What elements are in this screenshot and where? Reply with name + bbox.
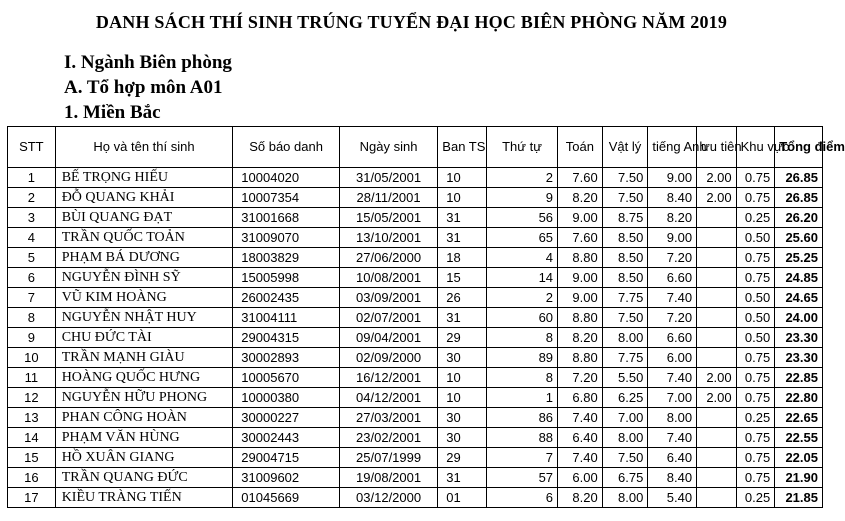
total-cell: 23.30	[775, 328, 823, 348]
order-cell: 56	[487, 208, 558, 228]
math-cell: 7.60	[558, 228, 603, 248]
order-cell: 88	[487, 428, 558, 448]
name-cell: KIỀU TRÀNG TIẾN	[55, 488, 233, 508]
region-cell: 0.75	[736, 348, 775, 368]
stt-cell: 3	[8, 208, 56, 228]
name-cell: VŨ KIM HOÀNG	[55, 288, 233, 308]
math-cell: 9.00	[558, 288, 603, 308]
priority-cell	[697, 348, 737, 368]
total-cell: 24.85	[775, 268, 823, 288]
sbd-cell: 10004020	[233, 168, 340, 188]
table-row	[8, 288, 823, 308]
order-cell: 65	[487, 228, 558, 248]
stt-cell: 5	[8, 248, 56, 268]
priority-cell: 2.00	[697, 188, 737, 208]
physics-cell: 7.50	[602, 188, 648, 208]
priority-cell: 2.00	[697, 388, 737, 408]
stt-cell: 2	[8, 188, 56, 208]
physics-cell: 8.50	[602, 268, 648, 288]
order-cell: 1	[487, 388, 558, 408]
physics-cell: 7.00	[602, 408, 648, 428]
math-cell: 8.20	[558, 188, 603, 208]
region-cell: 0.75	[736, 168, 775, 188]
stt-cell: 13	[8, 408, 56, 428]
table-row	[8, 328, 823, 348]
total-cell: 23.30	[775, 348, 823, 368]
table-row	[8, 448, 823, 468]
physics-cell: 8.75	[602, 208, 648, 228]
physics-cell: 6.25	[602, 388, 648, 408]
physics-cell: 8.00	[602, 428, 648, 448]
order-cell: 9	[487, 188, 558, 208]
dob-cell: 13/10/2001	[339, 228, 437, 248]
total-cell: 22.80	[775, 388, 823, 408]
region-cell: 0.75	[736, 248, 775, 268]
table-row	[8, 308, 823, 328]
sbd-cell: 30002443	[233, 428, 340, 448]
sbd-cell: 18003829	[233, 248, 340, 268]
order-cell: 57	[487, 468, 558, 488]
sbd-cell: 01045669	[233, 488, 340, 508]
stt-cell: 11	[8, 368, 56, 388]
physics-cell: 8.50	[602, 228, 648, 248]
name-cell: BẾ TRỌNG HIẾU	[55, 168, 233, 188]
ban-ts-cell: 31	[438, 228, 487, 248]
order-cell: 6	[487, 488, 558, 508]
total-cell: 22.55	[775, 428, 823, 448]
region-cell: 0.25	[736, 208, 775, 228]
priority-cell	[697, 448, 737, 468]
english-cell: 7.00	[648, 388, 697, 408]
total-cell: 26.20	[775, 208, 823, 228]
physics-cell: 6.75	[602, 468, 648, 488]
total-cell: 21.85	[775, 488, 823, 508]
table-row	[8, 248, 823, 268]
math-cell: 8.80	[558, 348, 603, 368]
english-cell: 6.60	[648, 268, 697, 288]
stt-cell: 1	[8, 168, 56, 188]
english-cell: 9.00	[648, 228, 697, 248]
stt-cell: 4	[8, 228, 56, 248]
english-cell: 6.60	[648, 328, 697, 348]
dob-cell: 27/06/2000	[339, 248, 437, 268]
priority-cell	[697, 468, 737, 488]
math-cell: 6.40	[558, 428, 603, 448]
dob-cell: 04/12/2001	[339, 388, 437, 408]
priority-cell	[697, 288, 737, 308]
math-cell: 9.00	[558, 208, 603, 228]
physics-cell: 7.75	[602, 348, 648, 368]
stt-cell: 15	[8, 448, 56, 468]
physics-cell: 8.00	[602, 488, 648, 508]
header-physics: Vật lý	[602, 127, 648, 168]
sbd-cell: 30000227	[233, 408, 340, 428]
priority-cell	[697, 408, 737, 428]
math-cell: 9.00	[558, 268, 603, 288]
english-cell: 7.20	[648, 248, 697, 268]
physics-cell: 7.75	[602, 288, 648, 308]
table-row	[8, 168, 823, 188]
table-row	[8, 188, 823, 208]
priority-cell	[697, 328, 737, 348]
region-cell: 0.75	[736, 448, 775, 468]
dob-cell: 31/05/2001	[339, 168, 437, 188]
sbd-cell: 31009070	[233, 228, 340, 248]
english-cell: 7.40	[648, 288, 697, 308]
stt-cell: 14	[8, 428, 56, 448]
region-cell: 0.75	[736, 188, 775, 208]
order-cell: 7	[487, 448, 558, 468]
header-math: Toán	[558, 127, 603, 168]
name-cell: BÙI QUANG ĐẠT	[55, 208, 233, 228]
name-cell: ĐỖ QUANG KHẢI	[55, 188, 233, 208]
region-cell: 0.50	[736, 328, 775, 348]
total-cell: 24.65	[775, 288, 823, 308]
math-cell: 6.80	[558, 388, 603, 408]
dob-cell: 27/03/2001	[339, 408, 437, 428]
total-cell: 22.65	[775, 408, 823, 428]
table-row	[8, 488, 823, 508]
stt-cell: 12	[8, 388, 56, 408]
header-region: Khu vực	[736, 127, 775, 168]
region-cell: 0.75	[736, 428, 775, 448]
math-cell: 7.60	[558, 168, 603, 188]
sbd-cell: 26002435	[233, 288, 340, 308]
ban-ts-cell: 30	[438, 348, 487, 368]
physics-cell: 8.00	[602, 328, 648, 348]
ban-ts-cell: 31	[438, 208, 487, 228]
region-cell: 0.75	[736, 368, 775, 388]
dob-cell: 16/12/2001	[339, 368, 437, 388]
dob-cell: 02/07/2001	[339, 308, 437, 328]
ban-ts-cell: 31	[438, 308, 487, 328]
sbd-cell: 10007354	[233, 188, 340, 208]
header-dob: Ngày sinh	[339, 127, 437, 168]
english-cell: 7.40	[648, 428, 697, 448]
sbd-cell: 10005670	[233, 368, 340, 388]
ban-ts-cell: 15	[438, 268, 487, 288]
english-cell: 8.40	[648, 468, 697, 488]
table-row	[8, 268, 823, 288]
ban-ts-cell: 30	[438, 408, 487, 428]
ban-ts-cell: 26	[438, 288, 487, 308]
total-cell: 25.25	[775, 248, 823, 268]
table-row	[8, 388, 823, 408]
sbd-cell: 31001668	[233, 208, 340, 228]
math-cell: 7.40	[558, 408, 603, 428]
table-row	[8, 228, 823, 248]
sbd-cell: 30002893	[233, 348, 340, 368]
header-sbd: Số báo danh	[233, 127, 340, 168]
order-cell: 8	[487, 368, 558, 388]
header-order: Thứ tự	[487, 127, 558, 168]
order-cell: 4	[487, 248, 558, 268]
section-heading: I. Ngành Biên phòng	[64, 52, 232, 73]
priority-cell	[697, 308, 737, 328]
admission-table	[7, 126, 845, 508]
region-cell: 0.75	[736, 468, 775, 488]
region-cell: 0.50	[736, 288, 775, 308]
name-cell: TRẦN QUANG ĐỨC	[55, 468, 233, 488]
ban-ts-cell: 30	[438, 428, 487, 448]
math-cell: 7.40	[558, 448, 603, 468]
sbd-cell: 31004111	[233, 308, 340, 328]
ban-ts-cell: 10	[438, 188, 487, 208]
total-cell: 22.85	[775, 368, 823, 388]
header-priority: ưu tiên	[697, 127, 737, 168]
order-cell: 86	[487, 408, 558, 428]
sbd-cell: 29004715	[233, 448, 340, 468]
total-cell: 25.60	[775, 228, 823, 248]
ban-ts-cell: 10	[438, 168, 487, 188]
english-cell: 8.00	[648, 408, 697, 428]
name-cell: PHẠM BÁ DƯƠNG	[55, 248, 233, 268]
order-cell: 2	[487, 288, 558, 308]
dob-cell: 19/08/2001	[339, 468, 437, 488]
stt-cell: 7	[8, 288, 56, 308]
total-cell: 26.85	[775, 188, 823, 208]
priority-cell	[697, 268, 737, 288]
order-cell: 89	[487, 348, 558, 368]
priority-cell: 2.00	[697, 168, 737, 188]
ban-ts-cell: 18	[438, 248, 487, 268]
priority-cell	[697, 488, 737, 508]
region-cell: 0.25	[736, 408, 775, 428]
english-cell: 7.40	[648, 368, 697, 388]
table-row	[8, 428, 823, 448]
region-cell: 0.50	[736, 308, 775, 328]
physics-cell: 7.50	[602, 168, 648, 188]
sbd-cell: 29004315	[233, 328, 340, 348]
name-cell: HOÀNG QUỐC HƯNG	[55, 368, 233, 388]
table-row	[8, 468, 823, 488]
priority-cell	[697, 428, 737, 448]
stt-cell: 9	[8, 328, 56, 348]
table-header-row	[8, 127, 823, 168]
physics-cell: 7.50	[602, 308, 648, 328]
name-cell: HỒ XUÂN GIANG	[55, 448, 233, 468]
order-cell: 2	[487, 168, 558, 188]
physics-cell: 8.50	[602, 248, 648, 268]
english-cell: 7.20	[648, 308, 697, 328]
dob-cell: 23/02/2001	[339, 428, 437, 448]
sbd-cell: 31009602	[233, 468, 340, 488]
stt-cell: 6	[8, 268, 56, 288]
math-cell: 8.20	[558, 488, 603, 508]
stt-cell: 16	[8, 468, 56, 488]
math-cell: 6.00	[558, 468, 603, 488]
english-cell: 8.40	[648, 188, 697, 208]
priority-cell	[697, 228, 737, 248]
header-total: Tổng điểm	[775, 127, 823, 168]
name-cell: PHAN CÔNG HOÀN	[55, 408, 233, 428]
region-cell: 0.50	[736, 228, 775, 248]
stt-cell: 17	[8, 488, 56, 508]
physics-cell: 5.50	[602, 368, 648, 388]
header-name: Họ và tên thí sinh	[55, 127, 233, 168]
english-cell: 9.00	[648, 168, 697, 188]
subsection-heading: A. Tổ hợp môn A01	[64, 77, 223, 98]
dob-cell: 15/05/2001	[339, 208, 437, 228]
name-cell: TRẦN MẠNH GIÀU	[55, 348, 233, 368]
dob-cell: 03/09/2001	[339, 288, 437, 308]
dob-cell: 10/08/2001	[339, 268, 437, 288]
total-cell: 26.85	[775, 168, 823, 188]
ban-ts-cell: 10	[438, 388, 487, 408]
math-cell: 7.20	[558, 368, 603, 388]
name-cell: PHẠM VĂN HÙNG	[55, 428, 233, 448]
ban-ts-cell: 31	[438, 468, 487, 488]
total-cell: 22.05	[775, 448, 823, 468]
name-cell: NGUYỄN NHẬT HUY	[55, 308, 233, 328]
name-cell: NGUYỄN HỮU PHONG	[55, 388, 233, 408]
ban-ts-cell: 01	[438, 488, 487, 508]
region-cell: 0.75	[736, 388, 775, 408]
ban-ts-cell: 10	[438, 368, 487, 388]
stt-cell: 8	[8, 308, 56, 328]
priority-cell	[697, 208, 737, 228]
order-cell: 8	[487, 328, 558, 348]
name-cell: TRẦN QUỐC TOẢN	[55, 228, 233, 248]
total-cell: 21.90	[775, 468, 823, 488]
dob-cell: 09/04/2001	[339, 328, 437, 348]
priority-cell	[697, 248, 737, 268]
sbd-cell: 10000380	[233, 388, 340, 408]
page-title: DANH SÁCH THÍ SINH TRÚNG TUYỂN ĐẠI HỌC BIÊN PHÒNG NĂM 2019	[95, 12, 728, 32]
region-cell: 0.75	[736, 268, 775, 288]
dob-cell: 25/07/1999	[339, 448, 437, 468]
english-cell: 5.40	[648, 488, 697, 508]
english-cell: 6.00	[648, 348, 697, 368]
table-body	[8, 168, 823, 508]
dob-cell: 03/12/2000	[339, 488, 437, 508]
table-row	[8, 348, 823, 368]
physics-cell: 7.50	[602, 448, 648, 468]
math-cell: 8.80	[558, 308, 603, 328]
table-row	[8, 368, 823, 388]
name-cell: NGUYỄN ĐÌNH SỸ	[55, 268, 233, 288]
order-cell: 14	[487, 268, 558, 288]
stt-cell: 10	[8, 348, 56, 368]
dob-cell: 02/09/2000	[339, 348, 437, 368]
table-row	[8, 208, 823, 228]
region-heading: 1. Miền Bắc	[64, 102, 161, 123]
english-cell: 8.20	[648, 208, 697, 228]
order-cell: 60	[487, 308, 558, 328]
math-cell: 8.20	[558, 328, 603, 348]
math-cell: 8.80	[558, 248, 603, 268]
header-english: tiếng Anh	[648, 127, 697, 168]
priority-cell: 2.00	[697, 368, 737, 388]
ban-ts-cell: 29	[438, 448, 487, 468]
header-stt: STT	[8, 127, 56, 168]
total-cell: 24.00	[775, 308, 823, 328]
english-cell: 6.40	[648, 448, 697, 468]
header-ban-ts: Ban TS	[438, 127, 487, 168]
sbd-cell: 15005998	[233, 268, 340, 288]
ban-ts-cell: 29	[438, 328, 487, 348]
table-row	[8, 408, 823, 428]
region-cell: 0.25	[736, 488, 775, 508]
dob-cell: 28/11/2001	[339, 188, 437, 208]
name-cell: CHU ĐỨC TÀI	[55, 328, 233, 348]
